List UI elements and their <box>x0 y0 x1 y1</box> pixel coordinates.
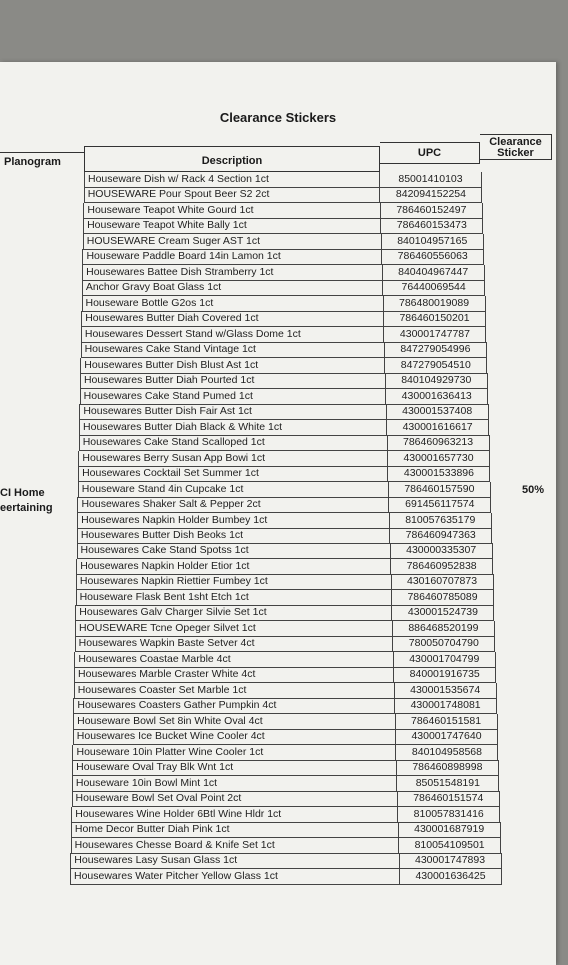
table-row <box>0 590 556 606</box>
table-row <box>0 373 556 389</box>
row-upc: 886468520199 <box>393 621 495 637</box>
table-row <box>0 404 556 420</box>
row-description: Houseware 10in Bowl Mint 1ct <box>72 776 397 792</box>
table-header <box>0 136 556 172</box>
table-row <box>0 497 556 513</box>
row-description: Home Decor Butter Diah Pink 1ct <box>71 822 399 838</box>
row-description: Housewares Wine Holder 6Btl Wine Hldr 1ct <box>71 807 398 823</box>
row-description: Housewares Lasy Susan Glass 1ct <box>70 853 399 869</box>
table-row <box>0 435 556 451</box>
row-description: Houseware Teapot White Bally 1ct <box>83 218 381 234</box>
row-description: Housewares Cocktail Set Summer 1ct <box>78 466 388 482</box>
table-row <box>0 358 556 374</box>
row-upc: 786460150201 <box>384 311 486 327</box>
row-description: Housewares Wapkin Baste Setver 4ct <box>75 636 394 652</box>
row-upc: 810057635179 <box>390 513 492 529</box>
row-description: Housewares Napkin Holder Etior 1ct <box>76 559 391 575</box>
row-description: Housewares Dessert Stand w/Glass Dome 1ct <box>81 327 385 343</box>
row-upc: 847279054996 <box>385 342 487 358</box>
row-upc: 786460152497 <box>381 203 483 219</box>
table-row <box>0 203 556 219</box>
table-row <box>0 296 556 312</box>
row-description: Housewares Chesse Board & Knife Set 1ct <box>71 838 399 854</box>
table-row <box>0 466 556 482</box>
table-row <box>0 311 556 327</box>
table-row <box>0 760 556 776</box>
row-description: Houseware Stand 4in Cupcake 1ct <box>78 482 389 498</box>
table-row <box>0 683 556 699</box>
row-description: Houseware Oval Tray Blk Wnt 1ct <box>72 760 397 776</box>
row-upc: 430001657730 <box>388 451 490 467</box>
row-description: Housewares Cake Stand Scalloped 1ct <box>79 435 388 451</box>
row-upc: 430001537408 <box>387 404 489 420</box>
row-description: Housewares Butter Diah Black & White 1ct <box>79 420 387 436</box>
table-row <box>0 745 556 761</box>
table-row <box>0 636 556 652</box>
table-row <box>0 543 556 559</box>
planogram-line-1: CI Home <box>0 487 45 499</box>
row-description: Houseware Bowl Set 8in White Oval 4ct <box>73 714 395 730</box>
row-upc: 85001410103 <box>380 172 482 188</box>
row-description: Houseware Teapot White Gourd 1ct <box>83 203 381 219</box>
row-description: Houseware Dish w/ Rack 4 Section 1ct <box>84 172 380 188</box>
row-description: Housewares Shaker Salt & Pepper 2ct <box>77 497 389 513</box>
row-upc: 840001916735 <box>394 667 496 683</box>
row-description: Housewares Butter Dish Blust Ast 1ct <box>80 358 385 374</box>
row-upc: 430160707873 <box>392 574 494 590</box>
document-sheet <box>0 62 556 965</box>
row-description: Housewares Berry Susan App Bowi 1ct <box>78 451 388 467</box>
row-upc: 430001747787 <box>384 327 486 343</box>
row-upc: 786460151581 <box>396 714 498 730</box>
row-description: Housewares Butter Diah Pourted 1ct <box>80 373 386 389</box>
table-row <box>0 822 556 838</box>
row-upc: 840104929730 <box>386 373 488 389</box>
table-row <box>0 342 556 358</box>
table-row <box>0 172 556 188</box>
row-upc: 840404967447 <box>383 265 485 281</box>
row-description: Houseware Bowl Set Oval Point 2ct <box>72 791 398 807</box>
row-upc: 786460952838 <box>391 559 493 575</box>
table-row <box>0 853 556 869</box>
header-planogram: Planogram <box>0 152 84 170</box>
table-row <box>0 513 556 529</box>
row-upc: 430001687919 <box>399 822 501 838</box>
row-description: Housewares Butter Diah Covered 1ct <box>81 311 384 327</box>
table-row <box>0 265 556 281</box>
table-row <box>0 482 556 498</box>
row-upc: 786460153473 <box>381 218 483 234</box>
row-upc: 780050704790 <box>393 636 495 652</box>
row-description: Anchor Gravy Boat Glass 1ct <box>82 280 383 296</box>
row-upc: 430001747893 <box>400 853 502 869</box>
row-upc: 840104958568 <box>396 745 498 761</box>
row-upc: 430001636413 <box>386 389 488 405</box>
table-row <box>0 729 556 745</box>
table-row <box>0 327 556 343</box>
row-upc: 786460157590 <box>389 482 491 498</box>
row-upc: 810054109501 <box>399 838 501 854</box>
table-row <box>0 528 556 544</box>
row-upc: 786480019089 <box>384 296 486 312</box>
row-description: Housewares Napkin Holder Bumbey 1ct <box>77 513 390 529</box>
table-row <box>0 280 556 296</box>
row-upc: 430001533896 <box>388 466 490 482</box>
row-upc: 786460785089 <box>392 590 494 606</box>
table-row <box>0 714 556 730</box>
row-description: HOUSEWARE Cream Suger AST 1ct <box>83 234 382 250</box>
table-row <box>0 621 556 637</box>
header-clearance-sticker: Clearance Sticker <box>480 134 552 160</box>
row-description: Housewares Butter Dish Beoks 1ct <box>77 528 390 544</box>
row-description: Housewares Cake Stand Spotss 1ct <box>77 543 391 559</box>
row-upc: 691456117574 <box>389 497 491 513</box>
table-row <box>0 652 556 668</box>
table-row <box>0 838 556 854</box>
table-row <box>0 218 556 234</box>
table-row <box>0 807 556 823</box>
table-row <box>0 776 556 792</box>
row-description: HOUSEWARE Tcne Opeger Silvet 1ct <box>75 621 393 637</box>
row-upc: 430001524739 <box>392 605 494 621</box>
table-row <box>0 234 556 250</box>
row-upc: 786460947363 <box>390 528 492 544</box>
header-description: Description <box>84 146 380 172</box>
row-description: HOUSEWARE Pour Spout Beer S2 2ct <box>84 187 381 203</box>
row-upc: 430000335307 <box>391 543 493 559</box>
row-upc: 430001748081 <box>395 698 497 714</box>
row-upc: 786460151574 <box>398 791 500 807</box>
clearance-value: 50% <box>522 484 545 496</box>
row-upc: 430001616617 <box>387 420 489 436</box>
row-description: Houseware Bottle G2os 1ct <box>82 296 384 312</box>
table-row <box>0 249 556 265</box>
row-description: Housewares Marble Craster White 4ct <box>74 667 394 683</box>
row-description: Housewares Ice Bucket Wine Cooler 4ct <box>73 729 396 745</box>
table-row <box>0 869 556 885</box>
row-description: Housewares Butter Dish Fair Ast 1ct <box>79 404 386 420</box>
table-row <box>0 420 556 436</box>
table-row <box>0 559 556 575</box>
page-title: Clearance Stickers <box>219 110 337 125</box>
row-description: Housewares Coaster Set Marble 1ct <box>74 683 395 699</box>
row-upc: 430001704799 <box>394 652 496 668</box>
table-row <box>0 605 556 621</box>
planogram-value <box>0 486 53 516</box>
table-row <box>0 574 556 590</box>
row-description: Housewares Napkin Riettier Fumbey 1ct <box>76 574 392 590</box>
row-upc: 810057831416 <box>398 807 500 823</box>
row-description: Houseware Paddle Board 14in Lamon 1ct <box>82 249 382 265</box>
row-upc: 847279054510 <box>385 358 487 374</box>
row-upc: 842094152254 <box>380 187 482 203</box>
row-description: Houseware Flask Bent 1sht Etch 1ct <box>76 590 392 606</box>
table-row <box>0 667 556 683</box>
row-upc: 430001636425 <box>400 869 502 885</box>
row-upc: 786460898998 <box>397 760 499 776</box>
table-row <box>0 451 556 467</box>
table-row <box>0 389 556 405</box>
row-description: Housewares Coasters Gather Pumpkin 4ct <box>73 698 395 714</box>
row-upc: 786460556063 <box>382 249 484 265</box>
row-description: Housewares Cake Stand Pumed 1ct <box>80 389 387 405</box>
table-row <box>0 698 556 714</box>
row-upc: 76440069544 <box>383 280 485 296</box>
row-upc: 430001747640 <box>396 729 498 745</box>
row-upc: 85051548191 <box>397 776 499 792</box>
planogram-line-2: eertaining <box>0 502 53 514</box>
row-description: Houseware 10in Platter Wine Cooler 1ct <box>72 745 396 761</box>
row-description: Housewares Galv Charger Silvie Set 1ct <box>75 605 392 621</box>
row-description: Housewares Cake Stand Vintage 1ct <box>81 342 385 358</box>
row-description: Housewares Battee Dish Stramberry 1ct <box>82 265 383 281</box>
row-description: Housewares Coastae Marble 4ct <box>74 652 393 668</box>
row-description: Housewares Water Pitcher Yellow Glass 1ct <box>70 869 400 885</box>
row-upc: 430001535674 <box>395 683 497 699</box>
table-row <box>0 187 556 203</box>
row-upc: 840104957165 <box>382 234 484 250</box>
row-upc: 786460963213 <box>388 435 490 451</box>
table-row <box>0 791 556 807</box>
header-upc: UPC <box>380 142 480 164</box>
